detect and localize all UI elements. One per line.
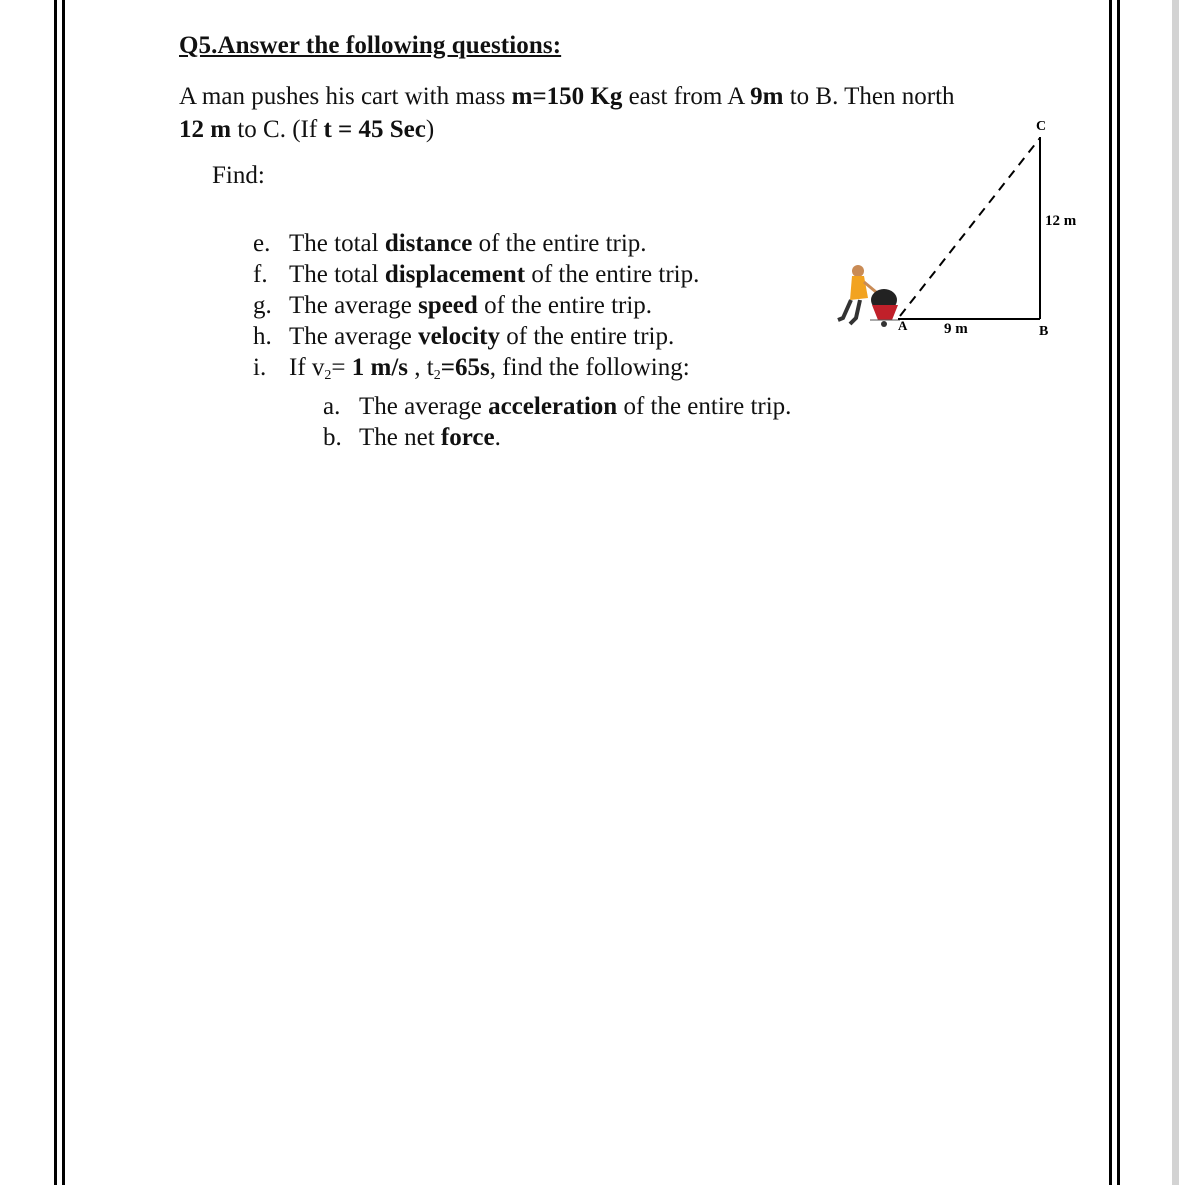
man-with-cart-illustration bbox=[838, 265, 900, 327]
sub-item-a: a. The average acceleration of the entire trip. bbox=[323, 393, 792, 420]
label-base: 9 m bbox=[944, 321, 968, 337]
list-item-e: e. The total distance of the entire trip. bbox=[253, 230, 647, 257]
label-a: A bbox=[898, 318, 908, 333]
list-item-i: i. If $v_2= 1$ m/s , $t_2=65s$, find the following: bbox=[253, 354, 690, 383]
intro-line-2: 12 m to C. (If t = 45 Sec) bbox=[179, 116, 435, 143]
label-c: C bbox=[1036, 119, 1047, 134]
hypotenuse-ac bbox=[900, 138, 1040, 316]
label-height: 12 m bbox=[1045, 213, 1077, 229]
label-b: B bbox=[1039, 324, 1049, 339]
list-item-h: h. The average velocity of the entire trip. bbox=[253, 323, 675, 350]
intro-line-1: A man pushes his cart with mass m=150 Kg east from A 9m to B. Then north bbox=[179, 83, 955, 110]
question-title: Q5.Answer the following questions: bbox=[179, 32, 562, 59]
sub-item-b: b. The net force. bbox=[323, 424, 501, 451]
find-label: Find: bbox=[212, 162, 265, 189]
list-item-g: g. The average speed of the entire trip. bbox=[253, 292, 653, 319]
list-item-f: f. The total displacement of the entire trip. bbox=[253, 261, 700, 288]
